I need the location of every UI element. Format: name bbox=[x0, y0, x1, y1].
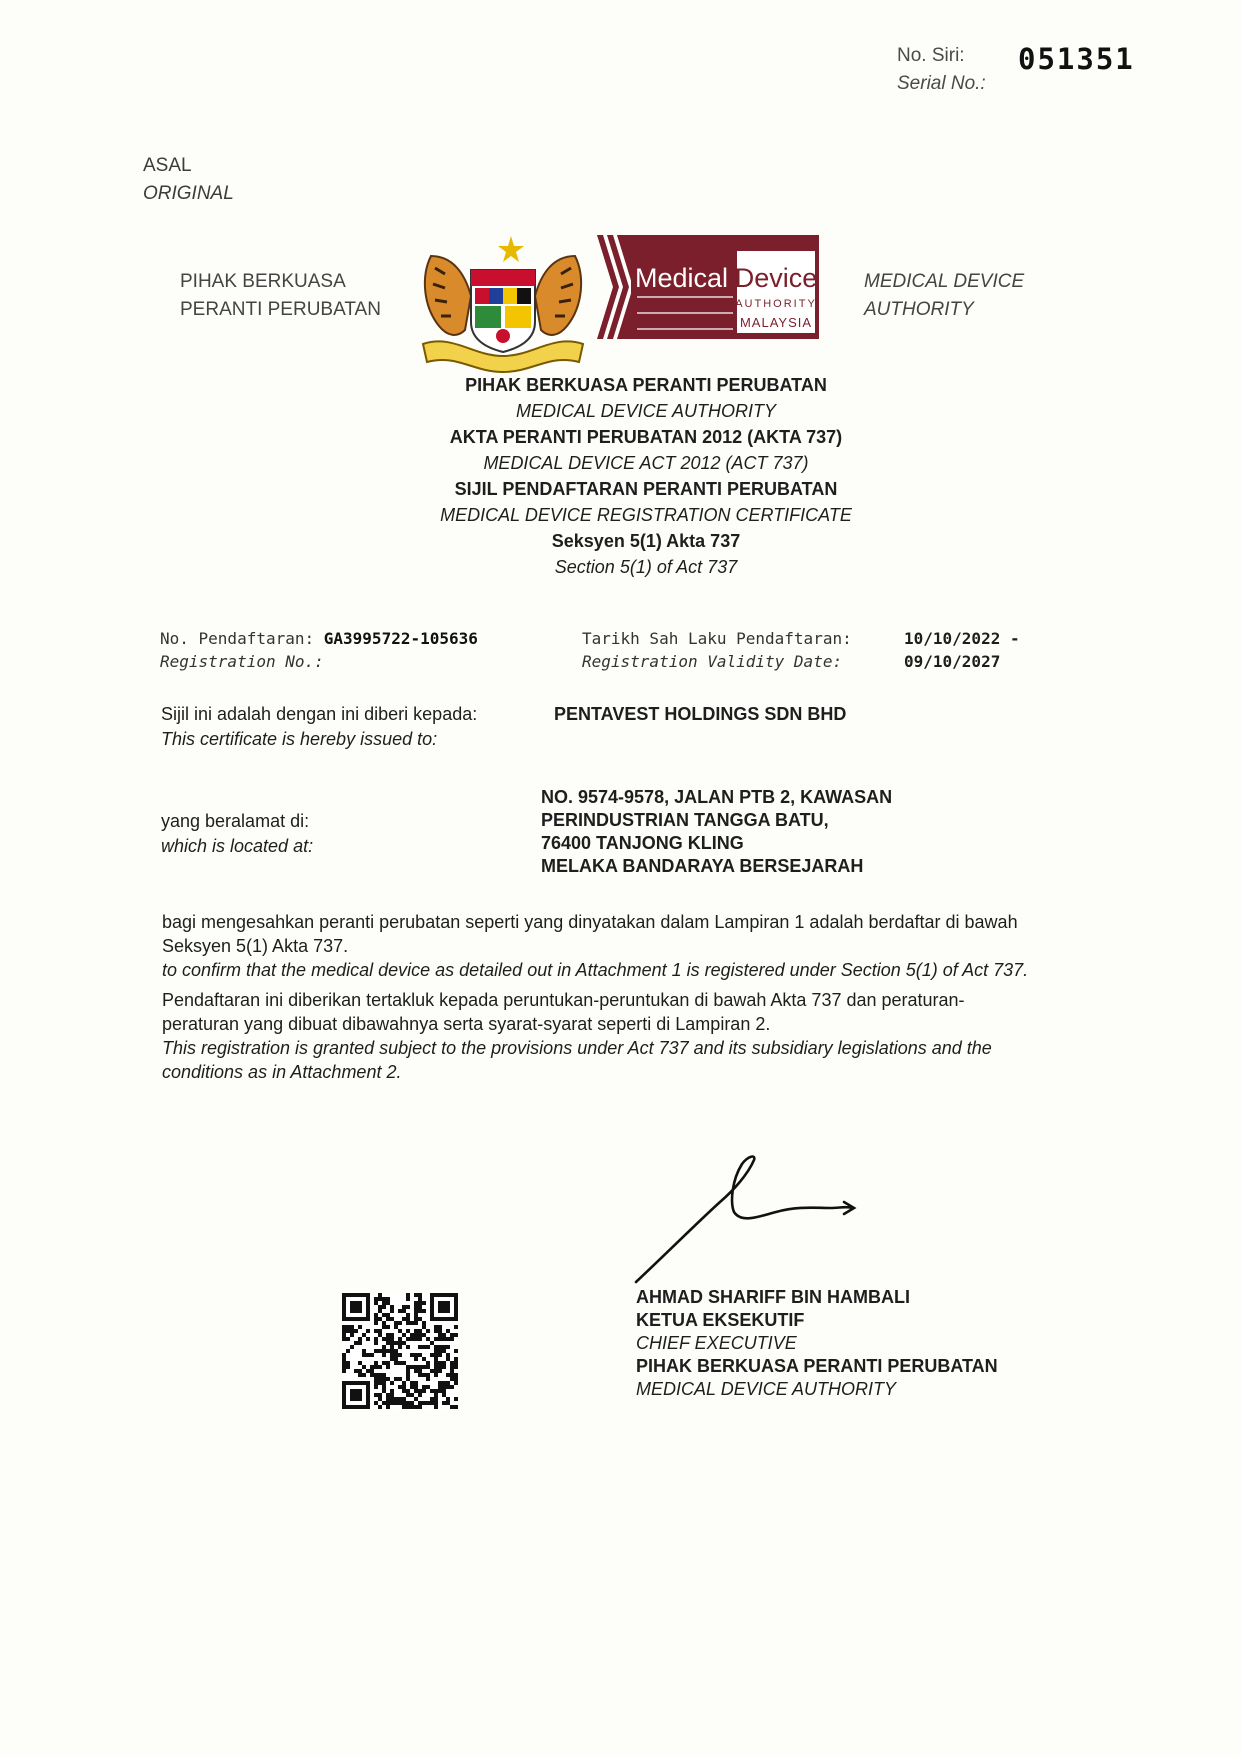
registration-number-label-ms: No. Pendaftaran: bbox=[160, 629, 315, 648]
valid-to-date: 09/10/2027 bbox=[904, 652, 1001, 671]
title-certificate-ms: SIJIL PENDAFTARAN PERANTI PERUBATAN bbox=[454, 479, 838, 499]
title-certificate-en: MEDICAL DEVICE REGISTRATION CERTIFICATE bbox=[440, 505, 852, 525]
title-authority-ms: PIHAK BERKUASA PERANTI PERUBATAN bbox=[465, 375, 827, 395]
mda-logo-malaysia: MALAYSIA bbox=[739, 315, 813, 330]
signatory-org-en: MEDICAL DEVICE AUTHORITY bbox=[636, 1379, 897, 1399]
issued-to-label: Sijil ini adalah dengan ini diberi kepada: This certificate is hereby issued to: bbox=[161, 704, 478, 749]
mda-logo-word-device: Device bbox=[734, 263, 818, 293]
signatory-title-ms: KETUA EKSEKUTIF bbox=[636, 1310, 805, 1330]
signatory-org-ms: PIHAK BERKUASA PERANTI PERUBATAN bbox=[636, 1356, 998, 1376]
validity-label-ms: Tarikh Sah Laku Pendaftaran: bbox=[582, 629, 852, 648]
signatory-title-en: CHIEF EXECUTIVE bbox=[636, 1333, 797, 1353]
title-section-en: Section 5(1) of Act 737 bbox=[554, 557, 738, 577]
title-act-en: MEDICAL DEVICE ACT 2012 (ACT 737) bbox=[483, 453, 809, 473]
certificate-title-block bbox=[321, 372, 971, 580]
registration-number: GA3995722-105636 bbox=[323, 629, 478, 648]
address-line: PERINDUSTRIAN TANGGA BATU, bbox=[541, 810, 829, 830]
malaysia-coat-of-arms-icon bbox=[413, 226, 593, 376]
address-line: MELAKA BANDARAYA BERSEJARAH bbox=[541, 856, 864, 876]
validity-label-block bbox=[582, 627, 852, 673]
qr-code-icon bbox=[342, 1293, 458, 1409]
validity-label-en: Registration Validity Date: bbox=[582, 652, 843, 671]
signatory-name: AHMAD SHARIFF BIN HAMBALI bbox=[636, 1287, 910, 1307]
mda-logo-word-medical: Medical bbox=[635, 263, 729, 293]
confirmation-statement: bagi mengesahkan peranti perubatan seperti yang dinyatakan dalam Lampiran 1 adalah berdaftar di bawah Seksyen 5(1) Akta 737. to confirm that the medical device as detailed out in Attachment 1 is registered under Section 5(1) of Act 737. bbox=[162, 912, 1029, 980]
holder-name: PENTAVEST HOLDINGS SDN BHD bbox=[554, 704, 847, 724]
original-mark: ASAL ORIGINAL bbox=[143, 155, 234, 204]
holder-address bbox=[541, 786, 892, 878]
registration-number-label-en: Registration No.: bbox=[160, 652, 324, 671]
address-line: NO. 9574-9578, JALAN PTB 2, KAWASAN bbox=[541, 787, 893, 807]
validity-dates bbox=[904, 627, 1020, 673]
mda-logo-authority: AUTHORITY bbox=[735, 298, 817, 310]
signature-icon bbox=[630, 1150, 870, 1290]
medical-device-authority-logo-icon bbox=[597, 235, 819, 339]
valid-from-date: 10/10/2022 - bbox=[904, 629, 1020, 648]
title-act-ms: AKTA PERANTI PERUBATAN 2012 (AKTA 737) bbox=[449, 427, 843, 447]
signatory-block bbox=[636, 1286, 998, 1401]
authority-name-en: MEDICAL DEVICE AUTHORITY bbox=[864, 271, 1025, 320]
located-at-label: yang beralamat di: which is located at: bbox=[161, 811, 314, 856]
title-section-ms: Seksyen 5(1) Akta 737 bbox=[551, 531, 741, 551]
serial-label: No. Siri: Serial No.: bbox=[897, 45, 986, 94]
title-authority-en: MEDICAL DEVICE AUTHORITY bbox=[515, 401, 777, 421]
serial-number: 051351 bbox=[1018, 42, 1135, 76]
grant-statement: Pendaftaran ini diberikan tertakluk kepada peruntukan-peruntukan di bawah Akta 737 dan peraturan- peraturan yang dibuat dibawahnya serta syarat-syarat seperti di Lampiran 2. This registration is granted subject to the provisions under Act 737 and its subsidiary legislations and the conditions as in Attachment 2. bbox=[162, 990, 992, 1082]
address-line: 76400 TANJONG KLING bbox=[541, 833, 744, 853]
authority-name-ms: PIHAK BERKUASA PERANTI PERUBATAN bbox=[180, 271, 381, 320]
registration-number-block bbox=[160, 627, 478, 673]
